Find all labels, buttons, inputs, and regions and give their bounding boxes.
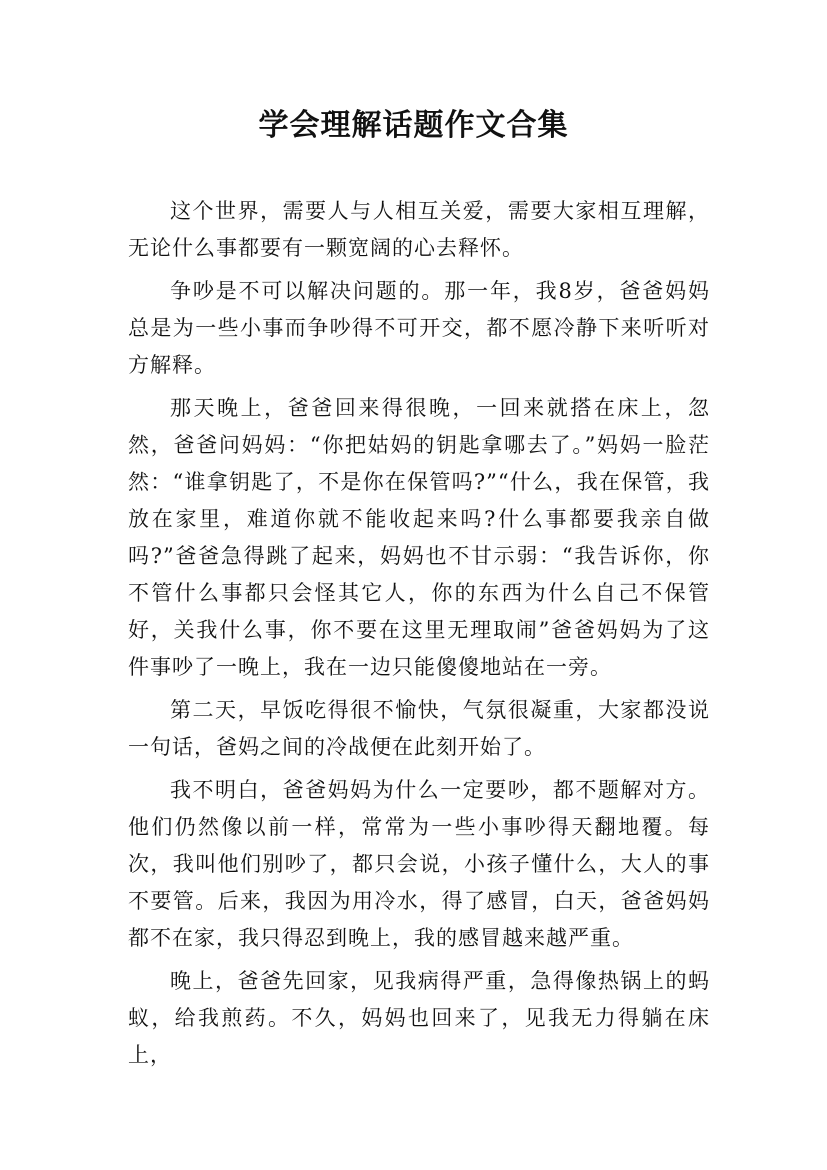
paragraph: 那天晚上，爸爸回来得很晚，一回来就搭在床上，忽然，爸爸问妈妈：“你把姑妈的钥匙拿哪去了。”妈妈一脸茫然：“谁拿钥匙了，不是你在保管吗?”“什么，我在保管，我放在家里，难道你就不能收起来吗?什么事都要我亲自做吗?”爸爸急得跳了起来，妈妈也不甘示弱：“我告诉你，你不管什么事都只会怪其它人，你的东西为什么自己不保管好，关我什么事，你不要在这里无理取闹”爸爸妈妈为了这件事吵了一晚上，我在一边只能傻傻地站在一旁。	[128, 396, 710, 679]
paragraph: 我不明白，爸爸妈妈为什么一定要吵，都不题解对方。他们仍然像以前一样，常常为一些小事吵得天翻地覆。每次，我叫他们别吵了，都只会说，小孩子懂什么，大人的事不要管。后来，我因为用冷水，得了感冒，白天，爸爸妈妈都不在家，我只得忍到晚上，我的感冒越来越严重。	[128, 778, 710, 950]
paragraph: 争吵是不可以解决问题的。那一年，我8岁，爸爸妈妈总是为一些小事而争吵得不可开交，都不愿冷静下来听听对方解释。	[128, 279, 710, 377]
paragraph: 第二天，早饭吃得很不愉快，气氛很凝重，大家都没说一句话，爸妈之间的冷战便在此刻开始了。	[128, 698, 710, 759]
paragraph: 这个世界，需要人与人相互关爱，需要大家相互理解，无论什么事都要有一颗宽阔的心去释怀。	[128, 199, 710, 260]
document-title: 学会理解话题作文合集	[258, 108, 569, 143]
document-body	[128, 193, 710, 1080]
paragraph: 晚上，爸爸先回家，见我病得严重，急得像热锅上的蚂蚁，给我煎药。不久，妈妈也回来了，见我无力得躺在床上，	[128, 969, 710, 1067]
